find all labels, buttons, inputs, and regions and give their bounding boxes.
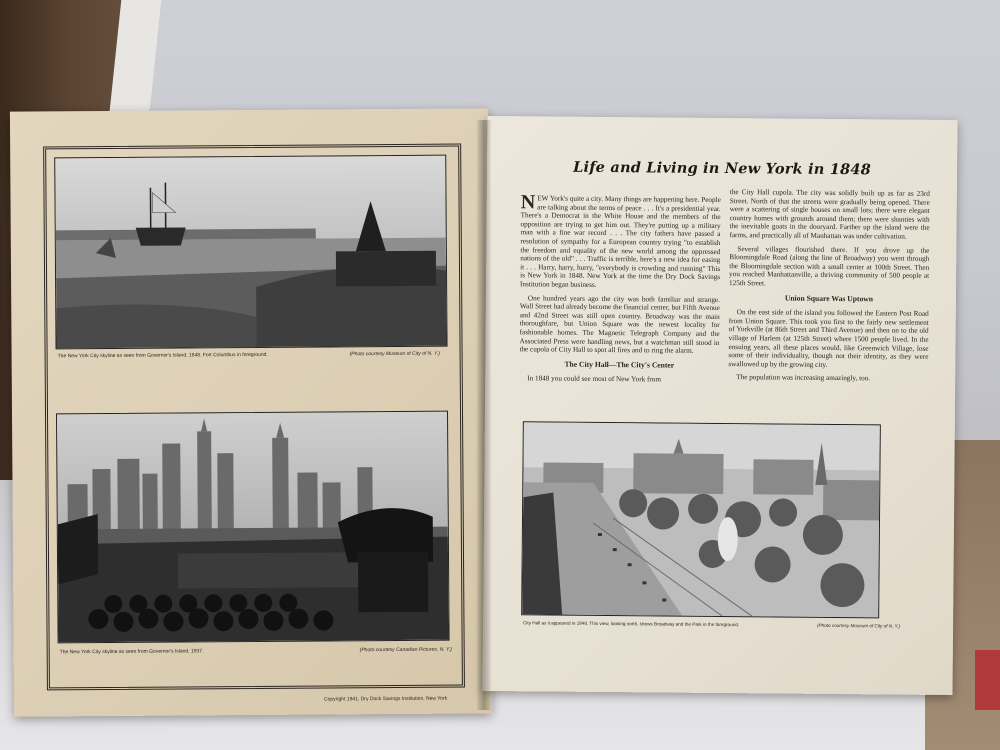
bottom-photo-caption: The New York City skyline as seen from Governor's Island, 1937. (59, 648, 204, 656)
article-title: Life and Living in New York in 1848 (573, 158, 872, 179)
paragraph-population: The population was increasing amazingly, too. (736, 373, 871, 383)
right-photo-caption: City Hall as it appeared in 1848. This view, looking north, shows Broadway and the Park in the foreground. (523, 620, 740, 628)
bottom-photo-credit: (Photo courtesy Canadian Pictures, N. Y.) (359, 646, 452, 654)
drop-cap: N (520, 191, 536, 214)
right-photo-credit: (Photo courtesy Museum of City of N. Y.) (817, 622, 901, 629)
paragraph-city-hall: In 1848 you could see most of New York from (527, 374, 662, 384)
paragraph-hundred-years: One hundred years ago the city was both familiar and strange. Wall Street had already become the financial center, but Fifth Avenue and 42nd Street was still open country. Broadway was the main thoroughfare, but Union Square was the newest locality for fashionable homes. The Magnetic Telegraph Company and the Associated Press were handling news, but a watchman still stood in the cupola of City Hall to spot all fires and to ring the alarm. (519, 293, 720, 355)
heading-union-square: Union Square Was Uptown (784, 293, 874, 303)
paragraph-intro (520, 191, 721, 290)
paragraph-cupola: the City Hall cupola. The city was solidly built up as far as 23rd Street. North of that the streets were gradually being opened. There were a scattering of single houses on small lots; there were elegant country homes with grounds around them; there were shanties with the inevitable goats in the dooryard. Farther up the island were the farms, and practically all of Manhattan was under cultivation. (729, 188, 930, 241)
article-column-right (728, 188, 930, 389)
magazine-spine (477, 120, 491, 710)
box-print-mark (975, 650, 1000, 710)
paragraph-east-side: On the east side of the island you followed the Eastern Post Road from Union Square. This took you first to the fairly new settlement of Yorkville (at 86th Street and Third Avenue) and then on to the old village of Harlem (at 125th Street) where 1500 people lived. In the ensuing years, all these places would, like Greenwich Village, lose some of their individuality, though not their identity, as they were swallowed up by the growing city. (728, 308, 929, 369)
paragraph-villages: Several villages flourished there. If you drove up the Bloomingdale Road (along the line of Broadway) you went through the Bloomingdale section with a small center at 100th Street. Then you reached Manhattanville, a thriving community of 500 people at 125th Street. (729, 244, 930, 288)
skyline-1937-photo (56, 411, 450, 644)
skyline-1848-photo (54, 155, 447, 350)
copyright-notice: Copyright 1941, Dry Dock Savings Institution, New York (323, 695, 448, 703)
right-page (483, 116, 958, 695)
paragraph-intro-text: EW York's quite a city. Many things are happening here. People are talking about the terms of peace . . . It's a presidential year. There's a Democrat in the White House and the members of the opposition are trying to get him out. They're putting up a military man with a fine war record . . . The city fathers have passed a resolution of sympathy for a European country trying "to establish the freedom and equality of the new world among the oppressed nations of the old" . . . Traffic is terrible, here's a new idea for easing it . . . Harry, harry, hurry, "everybody is crowding and running" This is New York in 1848. New York at the time the Dry Dock Savings Institution began business. (520, 194, 721, 289)
article-column-left (519, 191, 721, 390)
top-photo-credit: (Photo courtesy Museum of City of N. Y.) (349, 350, 440, 358)
city-hall-1848-photo (521, 421, 881, 618)
left-page (10, 108, 492, 716)
heading-city-hall: The City Hall—The City's Center (564, 359, 675, 370)
top-photo-caption: The New York City skyline as seen from Governor's Island, 1848. Fort Columbus in foreground. (57, 351, 268, 360)
